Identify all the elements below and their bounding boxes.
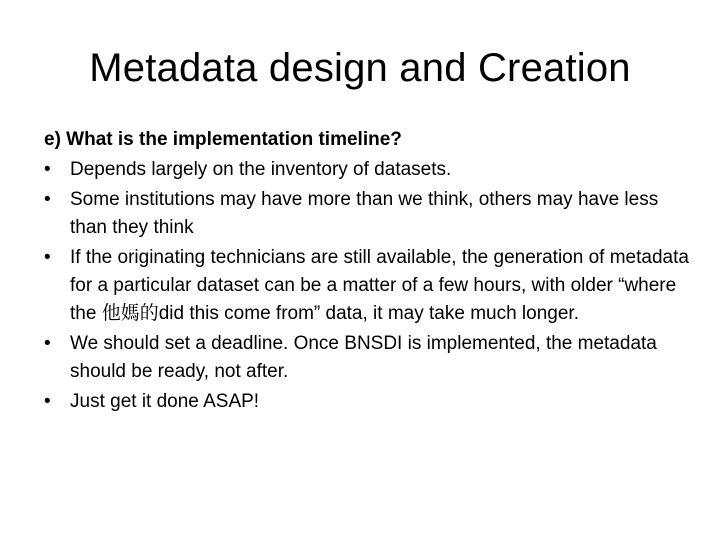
bullet-text: If the originating technicians are still available, the generation of metadata for a particular dataset can be a matter of a few hours, with older “where the 他媽的did this come from” data, it may take much longer. bbox=[70, 247, 689, 324]
bullet-text: Some institutions may have more than we think, others may have less than they think bbox=[70, 189, 659, 238]
bullet-icon: • bbox=[44, 333, 51, 354]
bullet-item bbox=[44, 388, 694, 416]
bullet-item bbox=[44, 156, 694, 184]
bullet-icon: • bbox=[44, 189, 51, 210]
bullet-icon: • bbox=[44, 391, 51, 412]
slide-title: Metadata design and Creation bbox=[89, 46, 631, 90]
bullet-icon: • bbox=[44, 247, 51, 268]
bullet-item bbox=[44, 244, 694, 328]
bullet-text: Depends largely on the inventory of datasets. bbox=[70, 159, 452, 180]
section-heading: e) What is the implementation timeline? bbox=[44, 129, 402, 150]
bullet-item bbox=[44, 330, 694, 386]
bullet-list bbox=[44, 156, 694, 416]
bullet-item bbox=[44, 186, 694, 242]
bullet-text: We should set a deadline. Once BNSDI is implemented, the metadata should be ready, not after. bbox=[70, 333, 657, 382]
bullet-text: Just get it done ASAP! bbox=[70, 391, 260, 412]
slide-body bbox=[44, 126, 694, 418]
bullet-icon: • bbox=[44, 159, 51, 180]
